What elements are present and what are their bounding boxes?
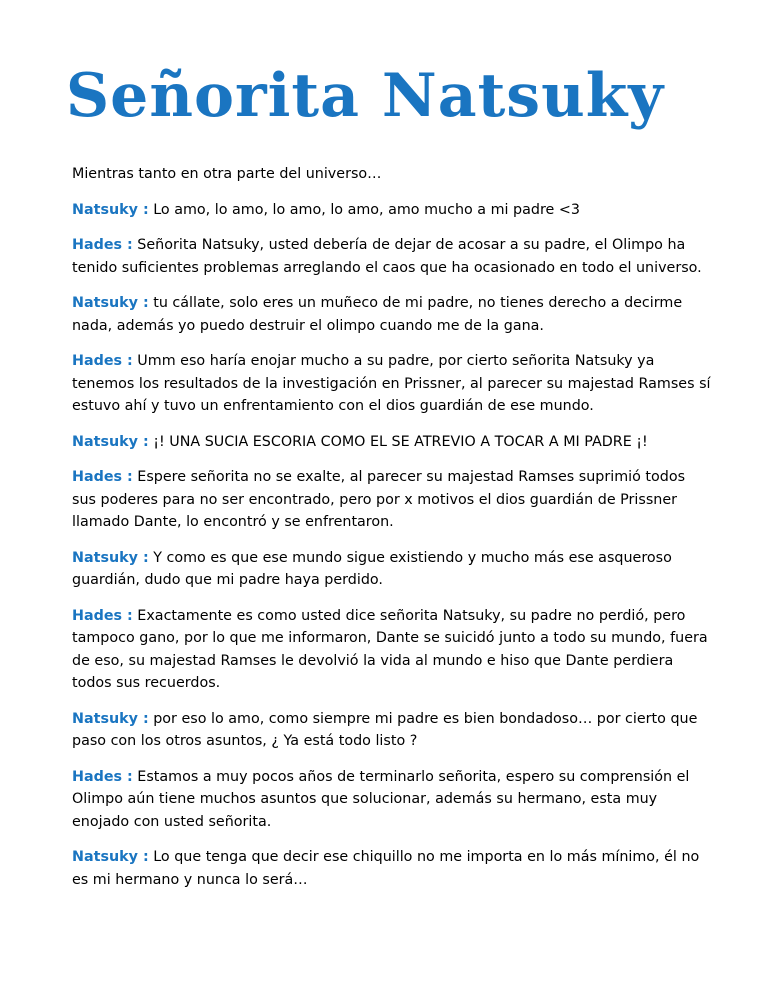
dialogue-text: Espere señorita no se exalte, al parecer su majestad Ramses suprimió todos sus poderes para no ser encontrado, pero por x motivos el dios guardián de Prissner llamado Dante, lo encontró y se enfrentaron. [72, 469, 686, 530]
speaker-name: Hades [72, 607, 123, 624]
dialogue-line [72, 547, 712, 592]
dialogue-text: Umm eso haría enojar mucho a su padre, por cierto señorita Natsuky ya tenemos los resultados de la investigación en Prissner, al parecer su majestad Ramses sí estuvo ahí y tuvo un enfrentamiento con el dios guardián de ese mundo. [72, 353, 711, 414]
dialogue-line [72, 766, 712, 834]
dialogue-line [72, 234, 712, 279]
speaker-name: Hades [72, 237, 123, 253]
speaker-separator: : [122, 607, 133, 624]
speaker-separator: : [137, 549, 149, 566]
speaker-separator: : [122, 237, 133, 253]
speaker-name: Natsuky [72, 849, 138, 865]
speaker-separator: : [137, 433, 149, 450]
dialogue-line [72, 350, 712, 418]
document-body [72, 163, 712, 904]
speaker-name: Hades [72, 469, 123, 485]
speaker-name: Natsuky [72, 710, 138, 727]
dialogue-text: Lo amo, lo amo, lo amo, lo amo, amo mucho a mi padre <3 [148, 201, 580, 218]
dialogue-text: por eso lo amo, como siempre mi padre es bien bondadoso… por cierto que paso con los otros asuntos, ¿ Ya está todo listo ? [72, 710, 698, 749]
dialogue-text: ¡! UNA SUCIA ESCORIA COMO EL SE ATREVIO A TOCAR A MI PADRE ¡! [148, 433, 648, 450]
speaker-name: Hades [72, 353, 123, 369]
dialogue-text: Y como es que ese mundo sigue existiendo y mucho más ese asqueroso guardián, dudo que mi padre haya perdido. [72, 549, 672, 588]
dialogue-line [72, 605, 712, 695]
speaker-name: Natsuky [72, 295, 138, 311]
dialogue-line [72, 846, 712, 891]
speaker-separator: : [122, 353, 133, 369]
speaker-name: Natsuky [72, 201, 138, 218]
dialogue-text: tu cállate, solo eres un muñeco de mi padre, no tienes derecho a decirme nada, además yo puedo destruir el olimpo cuando me de la gana. [72, 295, 683, 334]
dialogue-text: Estamos a muy pocos años de terminarlo señorita, espero su comprensión el Olimpo aún tiene muchos asuntos que solucionar, además su hermano, esta muy enojado con usted señorita. [72, 768, 690, 830]
speaker-separator: : [137, 849, 149, 865]
speaker-separator: : [137, 295, 149, 311]
speaker-separator: : [137, 710, 149, 727]
intro-paragraph: Mientras tanto en otra parte del universo… [72, 166, 382, 182]
document-title: Señorita Natsuky [65, 61, 665, 131]
speaker-separator: : [122, 768, 133, 785]
dialogue-line [72, 431, 712, 454]
dialogue-text: Lo que tenga que decir ese chiquillo no me importa en lo más mínimo, él no es mi hermano y nunca lo será… [72, 849, 700, 888]
speaker-name: Hades [72, 768, 123, 785]
dialogue-text: Exactamente es como usted dice señorita Natsuky, su padre no perdió, pero tampoco gano, por lo que me informaron, Dante se suicidó junto a todo su mundo, fuera de eso, su majestad Ramses le devolvió la vida al mundo e hiso que Dante perdiera todos sus recuerdos. [72, 607, 708, 691]
dialogue-text: Señorita Natsuky, usted debería de dejar de acosar a su padre, el Olimpo ha tenido suficientes problemas arreglando el caos que ha ocasionado en todo el universo. [72, 237, 702, 276]
dialogue-line [72, 292, 712, 337]
speaker-name: Natsuky [72, 433, 138, 450]
dialogue-line [72, 466, 712, 534]
dialogue-line [72, 199, 712, 222]
dialogue-line [72, 708, 712, 753]
speaker-separator: : [122, 469, 133, 485]
speaker-name: Natsuky [72, 549, 138, 566]
speaker-separator: : [137, 201, 149, 218]
